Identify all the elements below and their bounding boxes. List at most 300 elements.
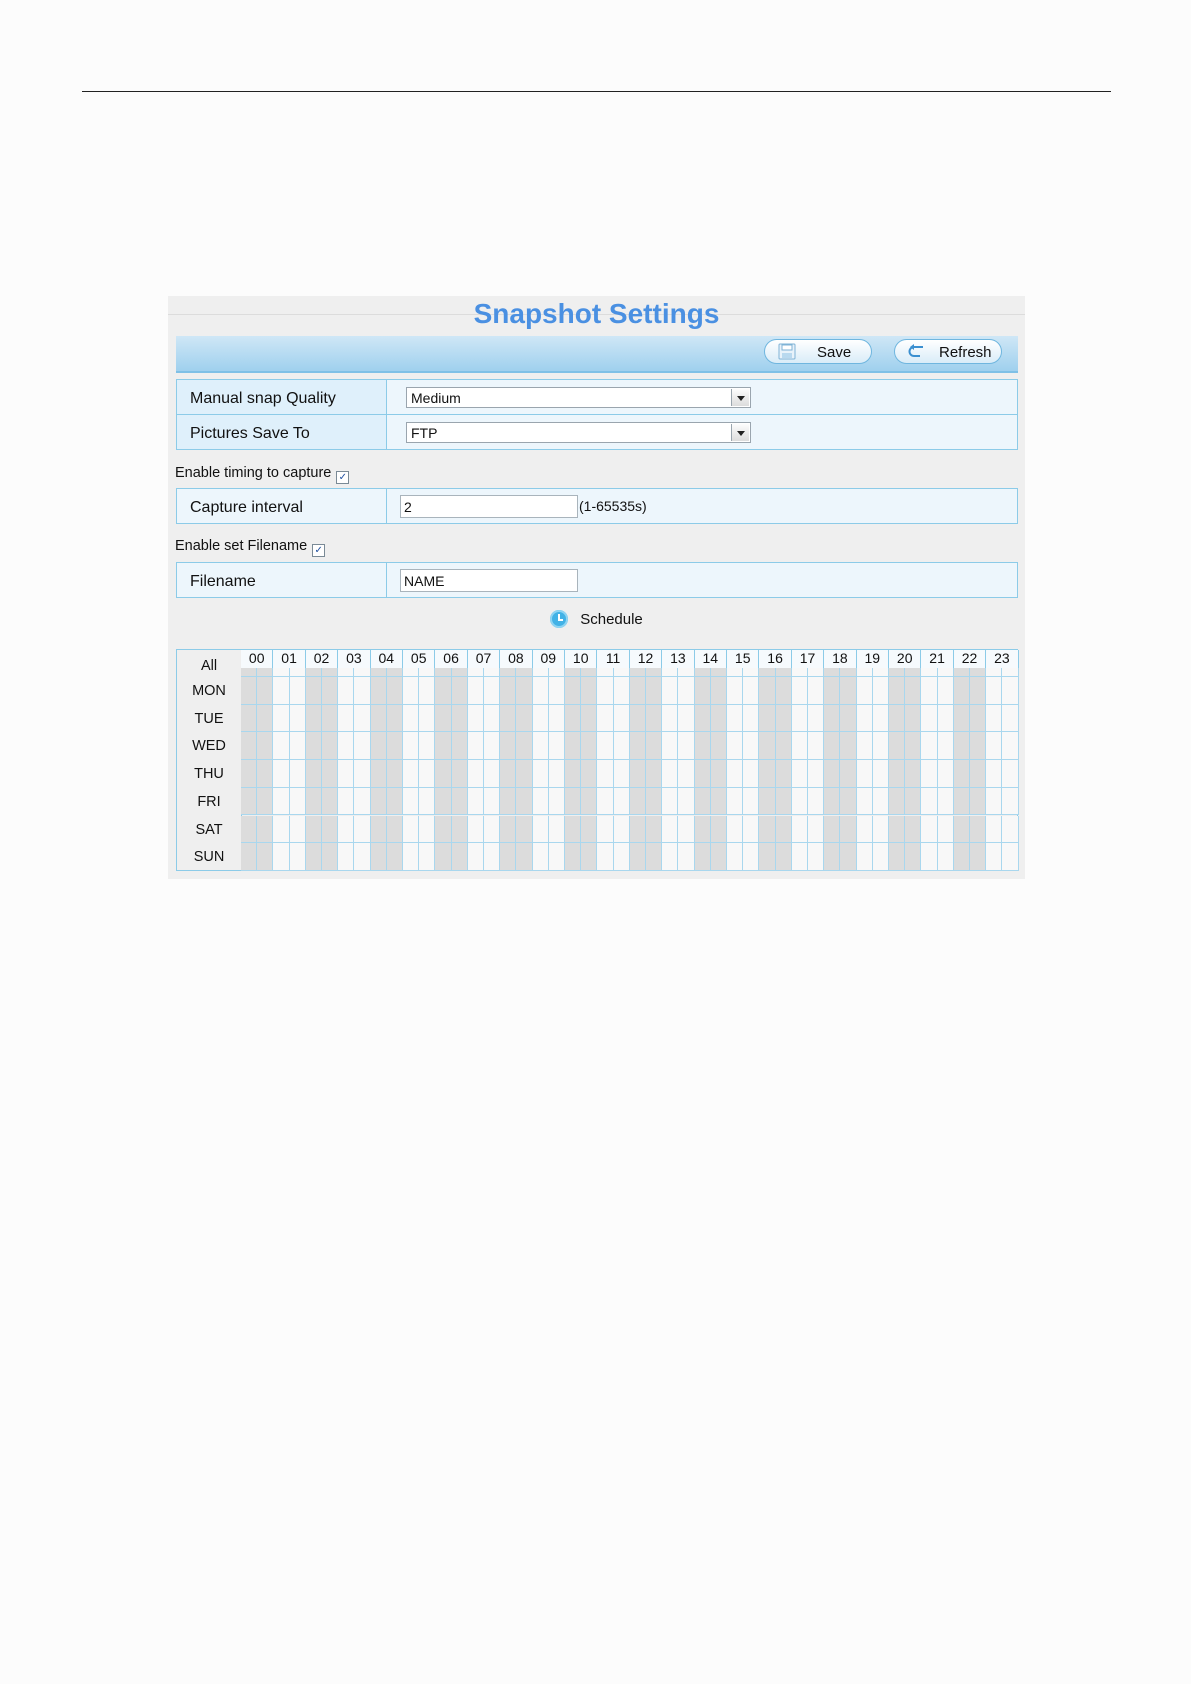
- half-hour-strip[interactable]: [695, 668, 711, 677]
- schedule-cell[interactable]: [435, 760, 451, 788]
- schedule-cell[interactable]: [857, 677, 873, 705]
- schedule-cell[interactable]: [938, 816, 954, 844]
- schedule-cell[interactable]: [387, 732, 403, 760]
- schedule-cell[interactable]: [257, 843, 273, 871]
- schedule-cell[interactable]: [808, 788, 824, 816]
- half-hour-strip[interactable]: [468, 668, 484, 677]
- schedule-cell[interactable]: [905, 705, 921, 733]
- schedule-cell[interactable]: [419, 677, 435, 705]
- schedule-cell[interactable]: [614, 760, 630, 788]
- schedule-cell[interactable]: [776, 788, 792, 816]
- schedule-cell[interactable]: [549, 788, 565, 816]
- schedule-cell[interactable]: [840, 816, 856, 844]
- schedule-cell[interactable]: [614, 843, 630, 871]
- schedule-cell[interactable]: [824, 705, 840, 733]
- half-hour-strip[interactable]: [840, 668, 856, 677]
- schedule-cell[interactable]: [711, 760, 727, 788]
- hour-header-21[interactable]: 21: [921, 650, 953, 668]
- schedule-cell[interactable]: [322, 705, 338, 733]
- schedule-cell[interactable]: [711, 843, 727, 871]
- schedule-cell[interactable]: [516, 843, 532, 871]
- hour-header-04[interactable]: 04: [371, 650, 403, 668]
- hour-header-11[interactable]: 11: [597, 650, 629, 668]
- half-hour-strip[interactable]: [792, 668, 808, 677]
- hour-header-10[interactable]: 10: [565, 650, 597, 668]
- schedule-cell[interactable]: [306, 788, 322, 816]
- schedule-cell[interactable]: [630, 816, 646, 844]
- schedule-cell[interactable]: [581, 843, 597, 871]
- schedule-cell[interactable]: [743, 732, 759, 760]
- schedule-cell[interactable]: [921, 816, 937, 844]
- schedule-cell[interactable]: [1002, 843, 1018, 871]
- schedule-cell[interactable]: [549, 705, 565, 733]
- schedule-cell[interactable]: [921, 732, 937, 760]
- schedule-cell[interactable]: [371, 788, 387, 816]
- schedule-cell[interactable]: [516, 677, 532, 705]
- schedule-cell[interactable]: [257, 760, 273, 788]
- schedule-cell[interactable]: [889, 843, 905, 871]
- schedule-cell[interactable]: [354, 760, 370, 788]
- half-hour-strip[interactable]: [354, 668, 370, 677]
- half-hour-strip[interactable]: [371, 668, 387, 677]
- schedule-cell[interactable]: [662, 816, 678, 844]
- schedule-cell[interactable]: [630, 788, 646, 816]
- schedule-cell[interactable]: [695, 788, 711, 816]
- schedule-cell[interactable]: [1002, 732, 1018, 760]
- schedule-cell[interactable]: [290, 760, 306, 788]
- schedule-cell[interactable]: [403, 677, 419, 705]
- schedule-cell[interactable]: [824, 788, 840, 816]
- schedule-cell[interactable]: [662, 843, 678, 871]
- quality-select[interactable]: [406, 387, 751, 408]
- schedule-cell[interactable]: [873, 788, 889, 816]
- half-hour-strip[interactable]: [776, 668, 792, 677]
- hour-header-00[interactable]: 00: [241, 650, 273, 668]
- schedule-cell[interactable]: [273, 788, 289, 816]
- filename-input[interactable]: NAME: [400, 569, 578, 592]
- half-hour-strip[interactable]: [824, 668, 840, 677]
- schedule-cell[interactable]: [273, 843, 289, 871]
- half-hour-strip[interactable]: [646, 668, 662, 677]
- schedule-cell[interactable]: [565, 843, 581, 871]
- schedule-cell[interactable]: [970, 843, 986, 871]
- schedule-cell[interactable]: [549, 843, 565, 871]
- schedule-cell[interactable]: [824, 843, 840, 871]
- schedule-cell[interactable]: [986, 788, 1002, 816]
- schedule-cell[interactable]: [986, 760, 1002, 788]
- schedule-cell[interactable]: [468, 677, 484, 705]
- schedule-cell[interactable]: [241, 705, 257, 733]
- schedule-cell[interactable]: [435, 732, 451, 760]
- schedule-cell[interactable]: [387, 705, 403, 733]
- schedule-cell[interactable]: [840, 760, 856, 788]
- schedule-cell[interactable]: [808, 843, 824, 871]
- schedule-cell[interactable]: [776, 732, 792, 760]
- schedule-cell[interactable]: [290, 677, 306, 705]
- schedule-cell[interactable]: [322, 788, 338, 816]
- schedule-cell[interactable]: [630, 732, 646, 760]
- schedule-cell[interactable]: [824, 677, 840, 705]
- schedule-cell[interactable]: [776, 843, 792, 871]
- schedule-cell[interactable]: [727, 843, 743, 871]
- half-hour-strip[interactable]: [549, 668, 565, 677]
- half-hour-strip[interactable]: [808, 668, 824, 677]
- day-label-tue[interactable]: TUE: [194, 710, 224, 727]
- schedule-cell[interactable]: [889, 732, 905, 760]
- schedule-cell[interactable]: [500, 760, 516, 788]
- schedule-cell[interactable]: [533, 816, 549, 844]
- half-hour-strip[interactable]: [662, 668, 678, 677]
- schedule-cell[interactable]: [970, 677, 986, 705]
- schedule-cell[interactable]: [711, 816, 727, 844]
- schedule-cell[interactable]: [840, 677, 856, 705]
- schedule-cell[interactable]: [338, 760, 354, 788]
- schedule-cell[interactable]: [533, 788, 549, 816]
- schedule-cell[interactable]: [597, 705, 613, 733]
- schedule-cell[interactable]: [484, 705, 500, 733]
- schedule-cell[interactable]: [954, 705, 970, 733]
- schedule-cell[interactable]: [873, 677, 889, 705]
- schedule-cell[interactable]: [257, 732, 273, 760]
- schedule-cell[interactable]: [662, 760, 678, 788]
- schedule-cell[interactable]: [727, 677, 743, 705]
- schedule-cell[interactable]: [387, 843, 403, 871]
- hour-header-08[interactable]: 08: [500, 650, 532, 668]
- schedule-cell[interactable]: [484, 732, 500, 760]
- hour-header-02[interactable]: 02: [306, 650, 338, 668]
- schedule-cell[interactable]: [1002, 760, 1018, 788]
- schedule-cell[interactable]: [371, 732, 387, 760]
- schedule-cell[interactable]: [727, 760, 743, 788]
- schedule-cell[interactable]: [387, 677, 403, 705]
- schedule-cell[interactable]: [808, 816, 824, 844]
- half-hour-strip[interactable]: [614, 668, 630, 677]
- schedule-cell[interactable]: [241, 788, 257, 816]
- schedule-cell[interactable]: [614, 732, 630, 760]
- schedule-cell[interactable]: [581, 705, 597, 733]
- schedule-cell[interactable]: [371, 816, 387, 844]
- schedule-cell[interactable]: [419, 705, 435, 733]
- schedule-cell[interactable]: [273, 705, 289, 733]
- chevron-down-icon[interactable]: [731, 389, 749, 406]
- schedule-cell[interactable]: [403, 788, 419, 816]
- half-hour-strip[interactable]: [257, 668, 273, 677]
- hour-header-01[interactable]: 01: [273, 650, 305, 668]
- schedule-cell[interactable]: [905, 677, 921, 705]
- schedule-cell[interactable]: [306, 705, 322, 733]
- schedule-cell[interactable]: [954, 843, 970, 871]
- schedule-cell[interactable]: [873, 816, 889, 844]
- schedule-cell[interactable]: [695, 760, 711, 788]
- save-button[interactable]: [764, 339, 872, 364]
- schedule-cell[interactable]: [938, 843, 954, 871]
- schedule-cell[interactable]: [678, 705, 694, 733]
- schedule-cell[interactable]: [273, 732, 289, 760]
- schedule-cell[interactable]: [549, 816, 565, 844]
- schedule-cell[interactable]: [354, 705, 370, 733]
- schedule-cell[interactable]: [808, 732, 824, 760]
- schedule-cell[interactable]: [662, 705, 678, 733]
- schedule-cell[interactable]: [711, 732, 727, 760]
- schedule-cell[interactable]: [290, 843, 306, 871]
- schedule-cell[interactable]: [938, 788, 954, 816]
- schedule-cell[interactable]: [306, 732, 322, 760]
- half-hour-strip[interactable]: [387, 668, 403, 677]
- schedule-cell[interactable]: [354, 677, 370, 705]
- schedule-cell[interactable]: [500, 732, 516, 760]
- schedule-cell[interactable]: [873, 705, 889, 733]
- schedule-cell[interactable]: [241, 816, 257, 844]
- schedule-cell[interactable]: [597, 760, 613, 788]
- half-hour-strip[interactable]: [322, 668, 338, 677]
- schedule-cell[interactable]: [241, 732, 257, 760]
- enable-timing-checkbox[interactable]: ✓: [336, 471, 349, 484]
- schedule-cell[interactable]: [290, 788, 306, 816]
- schedule-cell[interactable]: [970, 760, 986, 788]
- day-label-mon[interactable]: MON: [192, 683, 226, 699]
- schedule-cell[interactable]: [759, 705, 775, 733]
- schedule-cell[interactable]: [743, 816, 759, 844]
- schedule-cell[interactable]: [743, 843, 759, 871]
- schedule-cell[interactable]: [581, 677, 597, 705]
- schedule-cell[interactable]: [776, 760, 792, 788]
- schedule-cell[interactable]: [970, 788, 986, 816]
- schedule-cell[interactable]: [808, 705, 824, 733]
- schedule-cell[interactable]: [371, 843, 387, 871]
- schedule-cell[interactable]: [371, 760, 387, 788]
- half-hour-strip[interactable]: [338, 668, 354, 677]
- schedule-cell[interactable]: [938, 705, 954, 733]
- schedule-cell[interactable]: [565, 816, 581, 844]
- schedule-cell[interactable]: [354, 843, 370, 871]
- schedule-cell[interactable]: [970, 816, 986, 844]
- half-hour-strip[interactable]: [727, 668, 743, 677]
- schedule-cell[interactable]: [678, 816, 694, 844]
- schedule-cell[interactable]: [873, 760, 889, 788]
- schedule-cell[interactable]: [646, 788, 662, 816]
- half-hour-strip[interactable]: [581, 668, 597, 677]
- half-hour-strip[interactable]: [857, 668, 873, 677]
- schedule-cell[interactable]: [759, 816, 775, 844]
- schedule-cell[interactable]: [759, 760, 775, 788]
- half-hour-strip[interactable]: [678, 668, 694, 677]
- schedule-cell[interactable]: [468, 843, 484, 871]
- hour-header-07[interactable]: 07: [468, 650, 500, 668]
- schedule-cell[interactable]: [678, 760, 694, 788]
- schedule-cell[interactable]: [516, 816, 532, 844]
- half-hour-strip[interactable]: [954, 668, 970, 677]
- schedule-cell[interactable]: [435, 788, 451, 816]
- schedule-cell[interactable]: [921, 788, 937, 816]
- schedule-cell[interactable]: [954, 760, 970, 788]
- schedule-cell[interactable]: [695, 677, 711, 705]
- schedule-cell[interactable]: [322, 843, 338, 871]
- schedule-cell[interactable]: [792, 732, 808, 760]
- schedule-cell[interactable]: [824, 816, 840, 844]
- hour-header-06[interactable]: 06: [435, 650, 467, 668]
- hour-header-16[interactable]: 16: [759, 650, 791, 668]
- schedule-cell[interactable]: [533, 760, 549, 788]
- half-hour-strip[interactable]: [921, 668, 937, 677]
- schedule-cell[interactable]: [921, 760, 937, 788]
- schedule-cell[interactable]: [273, 760, 289, 788]
- hour-header-23[interactable]: 23: [986, 650, 1018, 668]
- schedule-cell[interactable]: [646, 843, 662, 871]
- schedule-cell[interactable]: [857, 705, 873, 733]
- schedule-cell[interactable]: [970, 705, 986, 733]
- schedule-cell[interactable]: [711, 677, 727, 705]
- schedule-cell[interactable]: [711, 788, 727, 816]
- schedule-cell[interactable]: [662, 732, 678, 760]
- schedule-cell[interactable]: [792, 760, 808, 788]
- hour-header-15[interactable]: 15: [727, 650, 759, 668]
- half-hour-strip[interactable]: [743, 668, 759, 677]
- chevron-down-icon[interactable]: [731, 424, 749, 441]
- half-hour-strip[interactable]: [241, 668, 257, 677]
- schedule-cell[interactable]: [565, 677, 581, 705]
- hour-header-14[interactable]: 14: [695, 650, 727, 668]
- schedule-cell[interactable]: [581, 760, 597, 788]
- schedule-cell[interactable]: [290, 816, 306, 844]
- schedule-cell[interactable]: [646, 677, 662, 705]
- half-hour-strip[interactable]: [484, 668, 500, 677]
- schedule-cell[interactable]: [824, 732, 840, 760]
- half-hour-strip[interactable]: [938, 668, 954, 677]
- schedule-cell[interactable]: [614, 788, 630, 816]
- schedule-cell[interactable]: [857, 760, 873, 788]
- schedule-cell[interactable]: [889, 760, 905, 788]
- schedule-cell[interactable]: [597, 732, 613, 760]
- hour-header-05[interactable]: 05: [403, 650, 435, 668]
- schedule-cell[interactable]: [500, 816, 516, 844]
- schedule-cell[interactable]: [662, 677, 678, 705]
- schedule-cell[interactable]: [468, 732, 484, 760]
- schedule-cell[interactable]: [905, 843, 921, 871]
- half-hour-strip[interactable]: [597, 668, 613, 677]
- schedule-cell[interactable]: [516, 732, 532, 760]
- half-hour-strip[interactable]: [905, 668, 921, 677]
- schedule-cell[interactable]: [597, 677, 613, 705]
- schedule-cell[interactable]: [581, 816, 597, 844]
- schedule-cell[interactable]: [565, 760, 581, 788]
- schedule-cell[interactable]: [889, 705, 905, 733]
- schedule-cell[interactable]: [565, 732, 581, 760]
- schedule-cell[interactable]: [889, 816, 905, 844]
- schedule-cell[interactable]: [241, 677, 257, 705]
- schedule-cell[interactable]: [1002, 816, 1018, 844]
- half-hour-strip[interactable]: [873, 668, 889, 677]
- schedule-cell[interactable]: [921, 705, 937, 733]
- half-hour-strip[interactable]: [273, 668, 289, 677]
- schedule-cell[interactable]: [792, 677, 808, 705]
- schedule-cell[interactable]: [792, 843, 808, 871]
- schedule-cell[interactable]: [954, 732, 970, 760]
- schedule-cell[interactable]: [921, 677, 937, 705]
- schedule-cell[interactable]: [727, 732, 743, 760]
- schedule-cell[interactable]: [403, 843, 419, 871]
- select-all-cell[interactable]: All: [200, 658, 218, 674]
- schedule-cell[interactable]: [322, 677, 338, 705]
- half-hour-strip[interactable]: [711, 668, 727, 677]
- hour-header-20[interactable]: 20: [889, 650, 921, 668]
- hour-header-17[interactable]: 17: [792, 650, 824, 668]
- hour-header-22[interactable]: 22: [954, 650, 986, 668]
- schedule-cell[interactable]: [290, 705, 306, 733]
- schedule-cell[interactable]: [678, 788, 694, 816]
- schedule-cell[interactable]: [792, 788, 808, 816]
- schedule-cell[interactable]: [759, 677, 775, 705]
- schedule-cell[interactable]: [695, 705, 711, 733]
- schedule-cell[interactable]: [549, 732, 565, 760]
- schedule-cell[interactable]: [452, 677, 468, 705]
- schedule-cell[interactable]: [387, 788, 403, 816]
- schedule-cell[interactable]: [403, 760, 419, 788]
- schedule-cell[interactable]: [500, 843, 516, 871]
- schedule-cell[interactable]: [646, 732, 662, 760]
- schedule-cell[interactable]: [1002, 705, 1018, 733]
- schedule-cell[interactable]: [597, 816, 613, 844]
- schedule-cell[interactable]: [727, 705, 743, 733]
- half-hour-strip[interactable]: [533, 668, 549, 677]
- schedule-cell[interactable]: [614, 705, 630, 733]
- schedule-cell[interactable]: [743, 788, 759, 816]
- schedule-cell[interactable]: [516, 788, 532, 816]
- hour-header-12[interactable]: 12: [630, 650, 662, 668]
- schedule-cell[interactable]: [954, 816, 970, 844]
- schedule-cell[interactable]: [306, 677, 322, 705]
- schedule-cell[interactable]: [954, 677, 970, 705]
- schedule-cell[interactable]: [257, 677, 273, 705]
- refresh-button[interactable]: [894, 339, 1002, 364]
- schedule-cell[interactable]: [419, 732, 435, 760]
- schedule-cell[interactable]: [468, 788, 484, 816]
- schedule-cell[interactable]: [759, 788, 775, 816]
- schedule-cell[interactable]: [484, 760, 500, 788]
- interval-input[interactable]: 2: [400, 495, 578, 518]
- half-hour-strip[interactable]: [1002, 668, 1018, 677]
- half-hour-strip[interactable]: [500, 668, 516, 677]
- schedule-cell[interactable]: [921, 843, 937, 871]
- schedule-cell[interactable]: [986, 816, 1002, 844]
- schedule-cell[interactable]: [338, 816, 354, 844]
- schedule-cell[interactable]: [857, 816, 873, 844]
- schedule-cell[interactable]: [889, 788, 905, 816]
- schedule-cell[interactable]: [549, 677, 565, 705]
- schedule-cell[interactable]: [1002, 677, 1018, 705]
- schedule-cell[interactable]: [241, 760, 257, 788]
- schedule-cell[interactable]: [452, 705, 468, 733]
- schedule-cell[interactable]: [986, 705, 1002, 733]
- half-hour-strip[interactable]: [290, 668, 306, 677]
- schedule-cell[interactable]: [792, 816, 808, 844]
- schedule-cell[interactable]: [435, 705, 451, 733]
- day-label-fri[interactable]: FRI: [197, 793, 221, 810]
- half-hour-strip[interactable]: [452, 668, 468, 677]
- schedule-cell[interactable]: [419, 816, 435, 844]
- schedule-cell[interactable]: [452, 843, 468, 871]
- schedule-cell[interactable]: [484, 788, 500, 816]
- schedule-cell[interactable]: [889, 677, 905, 705]
- schedule-cell[interactable]: [338, 732, 354, 760]
- save-to-select[interactable]: [406, 422, 751, 443]
- schedule-cell[interactable]: [354, 732, 370, 760]
- schedule-cell[interactable]: [776, 816, 792, 844]
- schedule-cell[interactable]: [354, 816, 370, 844]
- schedule-cell[interactable]: [387, 760, 403, 788]
- schedule-cell[interactable]: [306, 816, 322, 844]
- half-hour-strip[interactable]: [516, 668, 532, 677]
- schedule-cell[interactable]: [581, 732, 597, 760]
